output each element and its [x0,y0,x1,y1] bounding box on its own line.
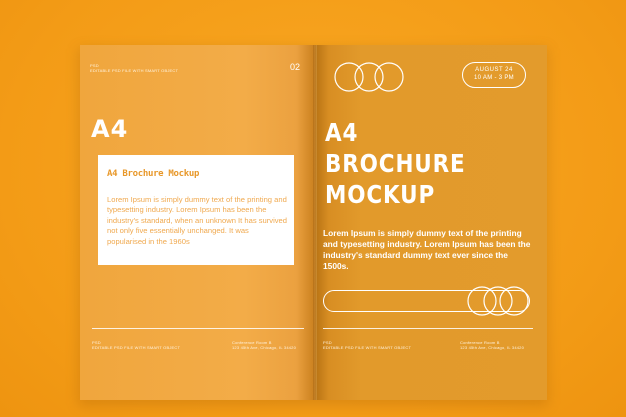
brochure-right-page [315,45,547,400]
rings-icon-bottom [467,286,529,316]
left-footer-left-line1: PSD [92,340,101,345]
event-time: 10 AM - 3 PM [474,75,514,81]
date-badge [462,62,526,88]
right-footer-left-line2: EDITABLE PSD FILE WITH SMART OBJECT [323,345,412,350]
right-footer-right [460,340,524,350]
right-footer-right-line1: Conference Room B [460,340,500,345]
right-title-line1: A4 [325,118,359,147]
brochure-left-page [80,45,315,400]
right-footer-right-line2: 123 45th Ave, Chicago, IL 34420 [460,345,525,350]
right-footer-left-line1: PSD [323,340,332,345]
right-body-text: Lorem Ipsum is simply dummy text of the printing and typesetting industry. Lorem Ipsum has been the industry's standard dummy text ever since the 1500s. [323,228,531,271]
left-top-label-line1: PSD [90,63,99,68]
left-footer-left-line2: EDITABLE PSD FILE WITH SMART OBJECT [92,345,181,350]
right-title [325,117,466,210]
left-footer-divider [92,328,304,329]
page-number: 02 [290,62,301,72]
left-footer-right-line1: Conference Room B [232,340,272,345]
brochure-spine [313,45,317,400]
left-big-title: A4 [91,115,129,143]
left-top-label [90,63,178,73]
right-title-line3: MOCKUP [325,180,436,209]
left-footer-left [92,340,180,350]
left-footer-right-line2: 123 45th Ave, Chicago, IL 34420 [232,345,297,350]
text-card [98,155,294,265]
left-top-label-line2: EDITABLE PSD FILE WITH SMART OBJECT [90,68,179,73]
left-footer-right [232,340,296,350]
card-body: Lorem Ipsum is simply dummy text of the printing and typesetting industry. Lorem Ipsum has been the industry's standard, when an unknown It has survived not only five essentially unchanged. It was popularised in the 1960s [107,195,288,246]
event-date: AUGUST 24 [475,67,513,73]
right-footer-divider [323,328,533,329]
right-footer-left [323,340,411,350]
card-title: A4 Brochure Mockup [107,169,200,179]
rings-icon-top [333,60,405,94]
right-title-line2: BROCHURE [325,149,466,178]
